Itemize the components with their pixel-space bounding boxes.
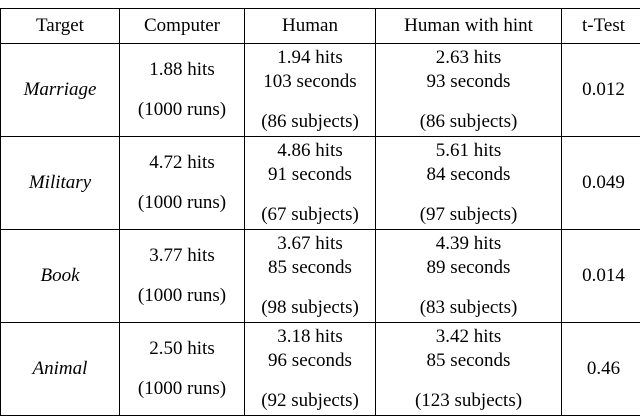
column-header-t-test: t-Test bbox=[562, 9, 640, 44]
cell-target: Animal bbox=[1, 323, 120, 416]
table-row bbox=[1, 44, 640, 137]
computer-hits: 4.72 hits bbox=[149, 151, 215, 173]
computer-hits: 3.77 hits bbox=[149, 244, 215, 266]
cell-t-test bbox=[562, 230, 640, 323]
cell-computer bbox=[120, 230, 245, 323]
human-seconds: 85 seconds bbox=[268, 256, 352, 278]
cell-t-test bbox=[562, 323, 640, 416]
cell-human-with-hint bbox=[376, 44, 562, 137]
human-subjects: (98 subjects) bbox=[261, 297, 359, 319]
human-seconds: 103 seconds bbox=[263, 70, 357, 92]
cell-human bbox=[245, 44, 376, 137]
cell-human-with-hint bbox=[376, 323, 562, 416]
hint-hits: 2.63 hits bbox=[435, 46, 502, 68]
hint-seconds: 85 seconds bbox=[426, 349, 511, 371]
hint-subjects: (97 subjects) bbox=[419, 204, 518, 226]
t-test-value: 0.46 bbox=[586, 357, 621, 379]
hint-seconds: 84 seconds bbox=[426, 163, 511, 185]
cell-computer bbox=[120, 137, 245, 230]
human-seconds: 96 seconds bbox=[268, 349, 352, 371]
human-hits: 3.18 hits bbox=[277, 325, 343, 347]
computer-hits: 2.50 hits bbox=[149, 337, 215, 359]
table-top-spacer bbox=[0, 0, 640, 8]
cell-computer bbox=[120, 44, 245, 137]
hint-hits: 3.42 hits bbox=[435, 325, 502, 347]
human-subjects: (92 subjects) bbox=[261, 390, 359, 412]
cell-human-with-hint bbox=[376, 230, 562, 323]
hint-subjects: (86 subjects) bbox=[419, 111, 518, 133]
t-test-value: 0.012 bbox=[582, 78, 625, 100]
table-header-row bbox=[1, 9, 640, 44]
computer-runs: (1000 runs) bbox=[137, 192, 227, 213]
table-row bbox=[1, 323, 640, 416]
cell-t-test bbox=[562, 44, 640, 137]
human-hits: 4.86 hits bbox=[277, 139, 343, 161]
table-row bbox=[1, 230, 640, 323]
human-subjects: (67 subjects) bbox=[261, 204, 359, 226]
cell-human-with-hint bbox=[376, 137, 562, 230]
computer-runs: (1000 runs) bbox=[137, 285, 227, 306]
table-row bbox=[1, 137, 640, 230]
table-body bbox=[1, 44, 640, 416]
cell-target: Book bbox=[1, 230, 120, 323]
column-header-target: Target bbox=[1, 9, 120, 44]
column-header-computer: Computer bbox=[120, 9, 245, 44]
cell-t-test bbox=[562, 137, 640, 230]
t-test-value: 0.014 bbox=[582, 264, 625, 286]
t-test-value: 0.049 bbox=[582, 171, 625, 193]
hint-subjects: (123 subjects) bbox=[414, 390, 523, 412]
hint-hits: 4.39 hits bbox=[435, 232, 502, 254]
results-table bbox=[0, 8, 640, 416]
column-header-human-with-hint: Human with hint bbox=[376, 9, 562, 44]
cell-target: Marriage bbox=[1, 44, 120, 137]
computer-runs: (1000 runs) bbox=[137, 99, 227, 120]
human-subjects: (86 subjects) bbox=[261, 111, 359, 133]
cell-target: Military bbox=[1, 137, 120, 230]
cell-computer bbox=[120, 323, 245, 416]
human-seconds: 91 seconds bbox=[268, 163, 352, 185]
cell-human bbox=[245, 230, 376, 323]
human-hits: 3.67 hits bbox=[277, 232, 343, 254]
cell-human bbox=[245, 137, 376, 230]
computer-runs: (1000 runs) bbox=[137, 378, 227, 399]
hint-seconds: 93 seconds bbox=[426, 70, 511, 92]
hint-seconds: 89 seconds bbox=[426, 256, 511, 278]
computer-hits: 1.88 hits bbox=[149, 58, 215, 80]
hint-hits: 5.61 hits bbox=[435, 139, 502, 161]
table-header bbox=[1, 9, 640, 44]
cell-human bbox=[245, 323, 376, 416]
column-header-human: Human bbox=[245, 9, 376, 44]
human-hits: 1.94 hits bbox=[277, 46, 343, 68]
hint-subjects: (83 subjects) bbox=[419, 297, 518, 319]
